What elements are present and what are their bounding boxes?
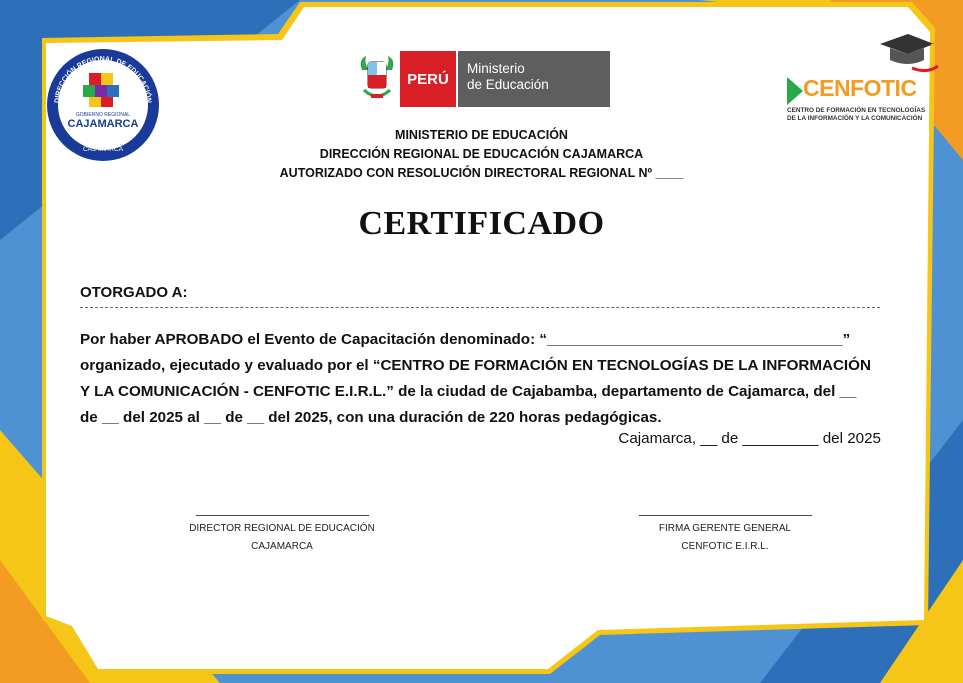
- awarded-to-label: OTORGADO A:: [80, 284, 188, 301]
- header-resolution: AUTORIZADO CON RESOLUCIÓN DIRECTORAL REGIONAL Nº ____: [279, 166, 684, 180]
- body-line-3: Y LA COMUNICACIÓN - CENFOTIC E.I.R.L.” de la ciudad de Cajabamba, departamento de Cajamarca, del __: [80, 383, 857, 400]
- left-signature-line: [196, 515, 369, 516]
- certificate-title: CERTIFICADO: [358, 205, 605, 242]
- left-signature-label: [172, 520, 392, 556]
- right-signature-title: FIRMA GERENTE GENERAL: [658, 523, 792, 534]
- peru-label: PERÚ: [400, 51, 456, 107]
- right-signature-company: CENFOTIC E.I.R.L.: [681, 541, 769, 552]
- svg-text:DIRECCIÓN REGIONAL DE EDUCACIÓ: DIRECCIÓN REGIONAL DE EDUCACIÓN: [53, 55, 153, 104]
- graduation-cap-icon: [872, 30, 942, 78]
- header-dre: DIRECCIÓN REGIONAL DE EDUCACIÓN CAJAMARCA: [319, 147, 644, 161]
- svg-text:CAJAMARCA: CAJAMARCA: [82, 146, 124, 153]
- place-and-date: Cajamarca, __ de _________ del 2025: [618, 430, 881, 447]
- ministerio-label: [458, 51, 610, 107]
- left-signature-title: DIRECTOR REGIONAL DE EDUCACIÓN: [189, 523, 375, 534]
- right-signature-line: [639, 515, 812, 516]
- cenfotic-tagline-1: CENTRO DE FORMACIÓN EN TECNOLOGÍAS: [787, 107, 926, 114]
- ministerio-line2: de Educación: [467, 77, 549, 92]
- cenfotic-logo: [784, 30, 944, 130]
- body-line-4: de __ del 2025 al __ de __ del 2025, con una duración de 220 horas pedagógicas.: [80, 409, 662, 426]
- left-signature-place: CAJAMARCA: [251, 541, 313, 552]
- cenfotic-wordmark: CENFOTIC: [803, 75, 917, 101]
- cenfotic-play-icon: [787, 77, 803, 105]
- body-line-2: organizado, ejecutado y evaluado por el “CENTRO DE FORMACIÓN EN TECNOLOGÍAS DE LA INFORMACIÓN: [80, 357, 871, 374]
- ministerio-educacion-logo: [356, 50, 610, 108]
- cenfotic-tagline-2: DE LA INFORMACIÓN Y LA COMUNICACIÓN: [787, 115, 923, 122]
- cenfotic-tagline: [787, 107, 947, 123]
- recipient-name-line: [80, 307, 880, 308]
- header-ministry: MINISTERIO DE EDUCACIÓN: [395, 128, 568, 142]
- svg-text:CAJAMARCA: CAJAMARCA: [67, 118, 139, 130]
- body-line-1: Por haber APROBADO el Evento de Capacitación denominado: “___________________________________”: [80, 331, 851, 348]
- ministerio-line1: Ministerio: [467, 61, 525, 76]
- dre-cajamarca-seal-logo: [45, 47, 161, 163]
- right-signature-label: [615, 520, 835, 556]
- peru-coat-of-arms-icon: [356, 50, 398, 108]
- certificate-body: [80, 327, 881, 431]
- svg-text:GOBIERNO REGIONAL: GOBIERNO REGIONAL: [75, 112, 131, 118]
